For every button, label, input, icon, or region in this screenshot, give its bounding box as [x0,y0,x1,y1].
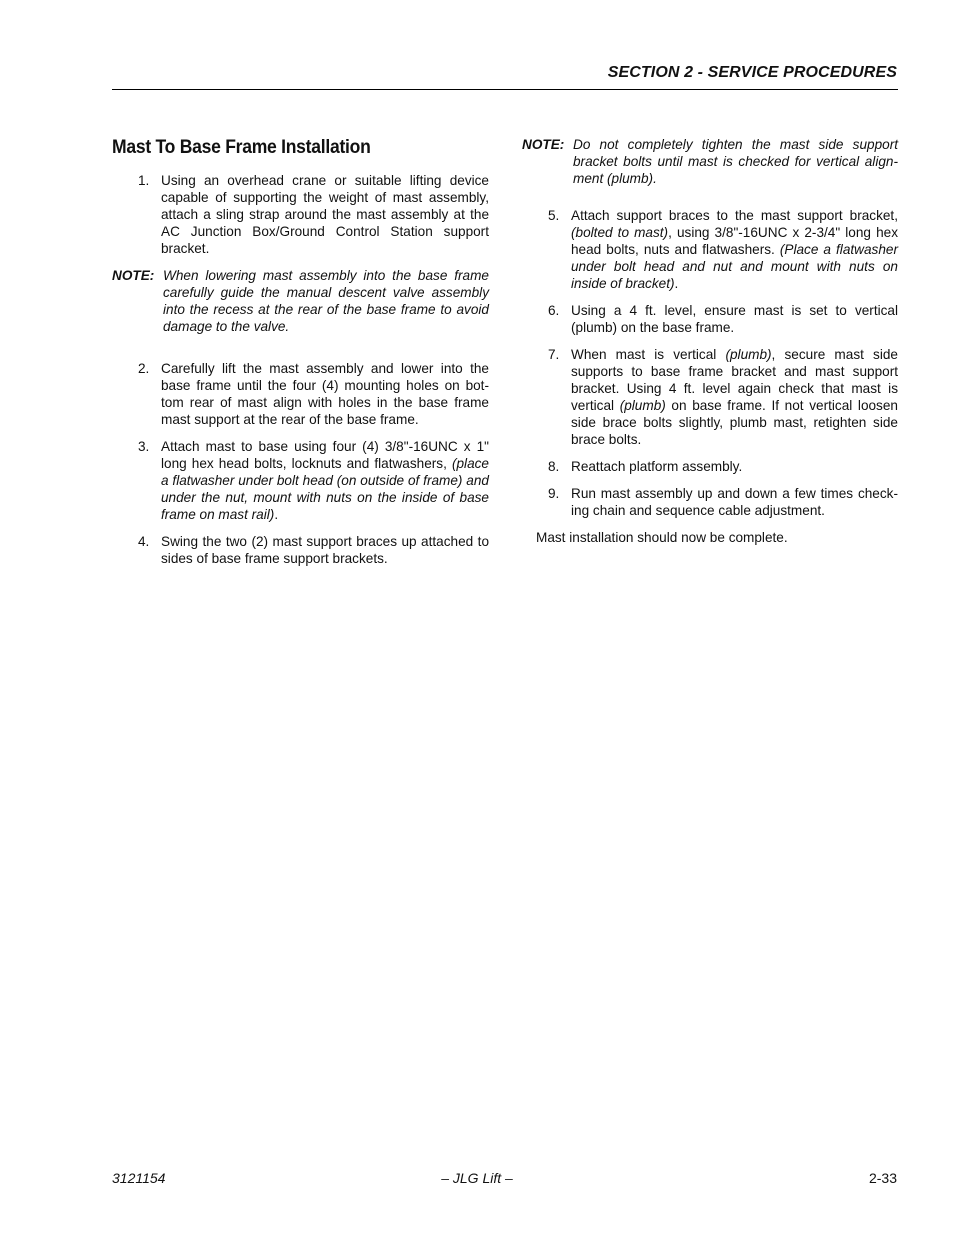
step-text-plain: , secure mast side supports to base frame bracket and mast support bracket. Using 4 ft. level again check that mast is vertical [571,347,898,413]
step-text-plain: , using 3/8"-16UNC x 2-3/4" long hex head bolts, nuts and flatwashers. [571,225,898,257]
note-2 [522,136,898,187]
step-text-italic: (plumb) [619,398,666,413]
step-number: 9. [548,486,560,501]
step-number: 2. [138,361,150,376]
note-text: Do not completely tighten the mast side support bracket bolts until mast is checked for vertical align-ment (plumb). [573,137,898,186]
step-text [571,346,898,448]
note-label: NOTE: [112,268,155,283]
step-text-plain: Attach support braces to the mast support bracket, [571,208,898,223]
step-text: Reattach platform assembly. [571,459,743,474]
step-number: 8. [548,459,560,474]
step-number: 5. [548,208,560,223]
step-text-italic: (Place a flatwasher under bolt head and nut and mount with nuts on inside of bracket) [571,242,898,291]
step-number: 4. [138,534,150,549]
step-4 [112,533,489,567]
step-text-plain: When mast is vertical [571,347,726,362]
step-text: Using an overhead crane or suitable lifting device capable of supporting the weight of mast assembly, attach a sling strap around the mast assembly at the AC Junction Box/Ground Control Station support bracket. [161,173,489,256]
step-6 [522,302,898,336]
step-7 [522,346,898,448]
step-9 [522,485,898,519]
page-number: 2-33 [868,1170,897,1186]
step-text: Swing the two (2) mast support braces up attached to sides of base frame support brackets. [161,534,489,566]
header-divider [112,89,898,90]
step-3 [112,438,489,523]
note-label: NOTE: [522,137,565,152]
step-text [161,438,489,523]
left-column [112,136,489,577]
step-text-italic: (plumb) [725,347,772,362]
section-heading: Mast To Base Frame Installation [112,136,371,158]
step-text-italic: (bolted to mast) [571,225,669,240]
doc-number: 3121154 [112,1170,166,1186]
step-text: Run mast assembly up and down a few times check-ing chain and sequence cable adjustment. [571,486,898,518]
step-text-plain: Attach mast to base using four (4) 3/8"-16UNC x 1" long hex head bolts, locknuts and flatwashers, [161,439,489,471]
step-text-end: . [274,507,279,522]
step-1 [112,172,489,257]
step-text: Using a 4 ft. level, ensure mast is set to vertical (plumb) on the base frame. [571,303,898,335]
step-number: 6. [548,303,560,318]
step-number: 3. [138,439,150,454]
step-2 [112,360,489,428]
note-text: When lowering mast assembly into the base frame carefully guide the manual descent valve assembly into the recess at the rear of the base frame to avoid damage to the valve. [163,268,489,334]
step-text: Carefully lift the mast assembly and lower into the base frame until the four (4) mounting holes on bot-tom rear of mast align with holes in the base frame mast support at the rear of the base frame. [161,361,489,427]
step-text-italic: (place a flatwasher under bolt head (on outside of frame) and under the nut, mount with nuts on the inside of base frame on mast rail) [161,456,489,522]
step-8 [522,458,898,475]
step-text-end: . [674,276,679,291]
closing-statement: Mast installation should now be complete. [536,530,788,545]
step-text-plain: on base frame. If not vertical loosen side brace bolts slightly, plumb mast, retighten side brace bolts. [571,398,898,447]
step-number: 7. [548,347,560,362]
step-5 [522,207,898,292]
step-number: 1. [138,173,150,188]
section-header: SECTION 2 - SERVICE PROCEDURES [607,64,897,81]
note-1 [112,267,489,335]
right-column [522,136,898,546]
step-text [571,207,898,292]
footer-publisher: – JLG Lift – [441,1170,513,1186]
